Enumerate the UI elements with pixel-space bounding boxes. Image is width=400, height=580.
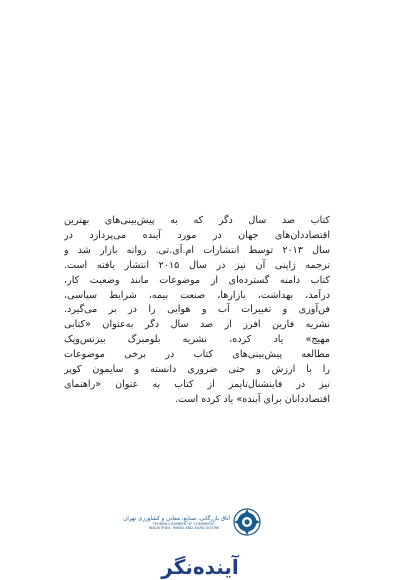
body-line: کتاب دامنه گسترده‌ای از موضوعات مانند وضعیت کار، [64,274,330,286]
body-line: فن‌آوری و تغییرات آب و هوایی را در بر می‌گیرد. [64,304,330,316]
body-line: کتاب صد سال دگر که به پیش‌بینی‌های بهترین [64,215,330,226]
body-line: اقتصاددانان برای آینده» یاد کرده است. [175,393,330,405]
body-line: نیز در فاینشنال‌تایمز از کتاب به عنوان «راهنمای [64,378,330,390]
body-line: را با ارزش و حتی ضروری دانسته و سایمون کوپر [64,364,330,376]
body-line: درآمد، بهداشت، بازارها، صنعت بیمه، شرایط سیاسی، [64,289,330,301]
chamber-name [123,516,230,530]
body-line: ترجمه ژاپنی آن نیز در سال ۲۰۱۵ انتشار یافته است. [64,259,330,271]
chamber-name-english-line-2: INDUSTRIES, MINES AND AGRICULTURE [148,526,220,530]
brand-logo: آینده‌نگر [161,555,239,579]
body-text [64,214,330,408]
body-line: مطالعه پیش‌بینی‌های کتاب در برخی موضوعات [64,349,330,361]
chamber-name-english-line-1: TEHRAN CHAMBER OF COMMERCE, [152,522,216,526]
body-line: نشریه فارین افرز از صد سال دگر به‌عنوان «کتابی [64,319,330,331]
body-line: سال ۲۰۱۳ توسط انتشارات ام.آی.تی. روانه بازار شد و [64,244,330,256]
chamber-name-persian: اتاق بازرگانی، صنایع، معادن و کشاورزی تهران [123,516,230,522]
body-line: اقتصاددان‌های جهان در مورد آینده می‌پردازد در [64,229,330,241]
body-line: مهیج» یاد کرده، نشریه بلومبرگ بیزنس‌ویک [64,334,330,346]
